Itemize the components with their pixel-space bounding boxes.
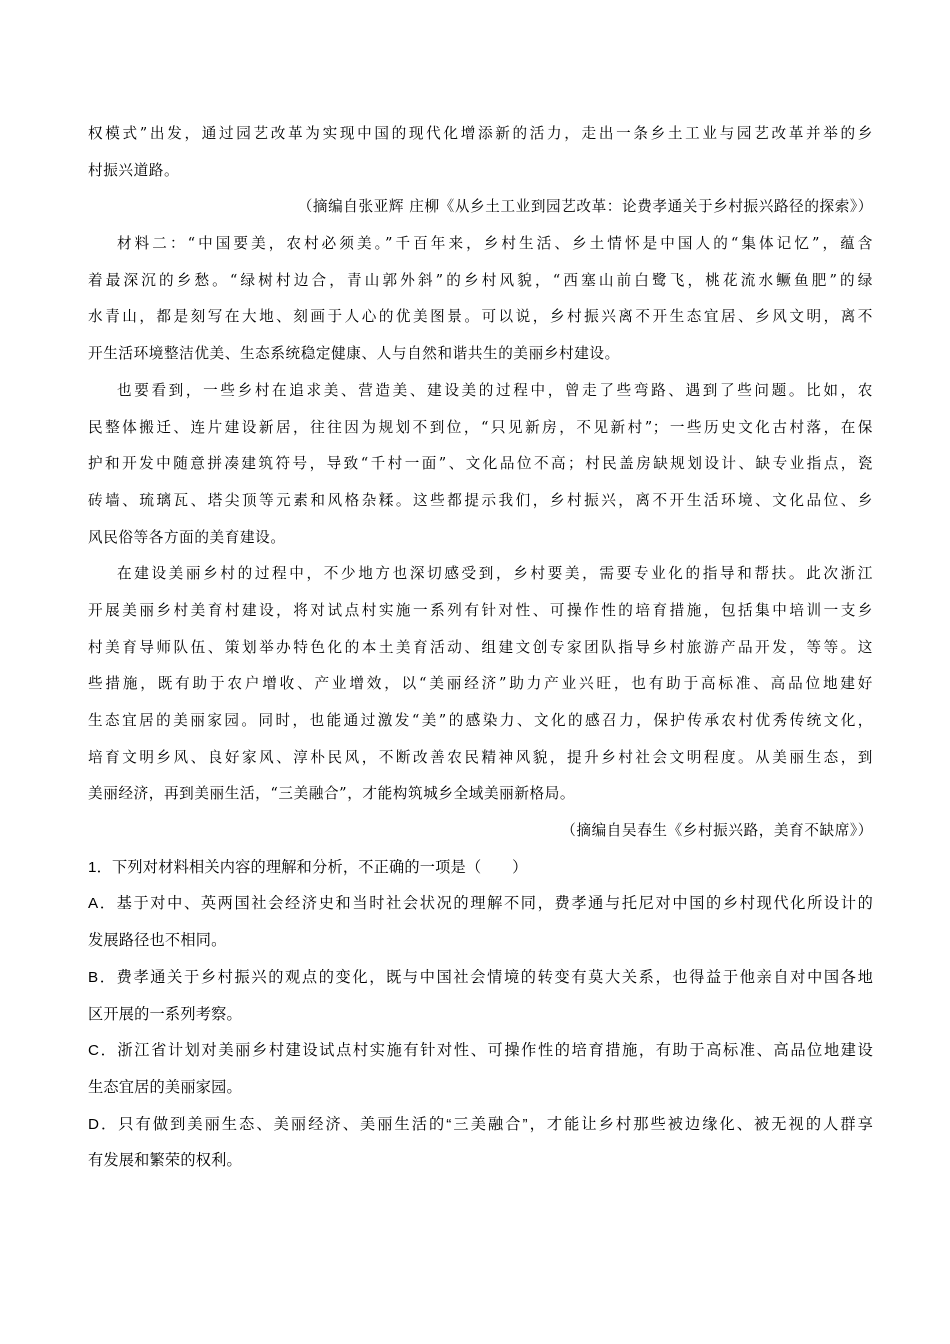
text-line: 村美育导师队伍、策划举办特色化的本土美育活动、组建文创专家团队指导乡村旅游产品开发，等等。这: [88, 638, 873, 656]
source-citation: （摘编自张亚辉 庄柳《从乡土工业到园艺改革：论费孝通关于乡村振兴路径的探索》）: [297, 198, 873, 216]
option-d-cont: 有发展和繁荣的权利。: [88, 1152, 242, 1170]
option-b-cont: 区开展的一系列考察。: [88, 1005, 242, 1023]
text-line: 美丽经济，再到美丽生活，“三美融合”，才能构筑城乡全域美丽新格局。: [88, 785, 576, 803]
text-line: 风民俗等各方面的美育建设。: [88, 528, 286, 546]
document-page: [88, 116, 873, 1180]
text-line: 着最深沉的乡愁。“绿树村边合，青山郭外斜”的乡村风貌，“西塞山前白鹭飞，桃花流水鳜鱼肥”的绿: [88, 271, 873, 289]
text-line: 生态宜居的美丽家园。同时，也能通过激发“美”的感染力、文化的感召力，保护传承农村优秀传统文化，: [88, 712, 873, 729]
option-d: D．只有做到美丽生态、美丽经济、美丽生活的“三美融合”，才能让乡村那些被边缘化、被无视的人群享: [88, 1115, 873, 1133]
text-line: 培育文明乡风、良好家风、淳朴民风，不断改善农民精神风貌，提升乡村社会文明程度。从美丽生态，到: [88, 748, 873, 766]
option-b: B．费孝通关于乡村振兴的观点的变化，既与中国社会情境的转变有莫大关系，也得益于他亲自对中国各地: [88, 968, 873, 986]
text-line: 砖墙、琉璃瓦、塔尖顶等元素和风格杂糅。这些都提示我们，乡村振兴，离不开生活环境、文化品位、乡: [88, 491, 873, 509]
text-line: 些措施，既有助于农户增收、产业增效，以“美丽经济”助力产业兴旺，也有助于高标准、高品位地建好: [88, 675, 873, 693]
option-c: C．浙江省计划对美丽乡村建设试点村实施有针对性、可操作性的培育措施，有助于高标准、高品位地建设: [88, 1042, 873, 1060]
text-line: 开展美丽乡村美育村建设，将对试点村实施一系列有针对性、可操作性的培育措施，包括集中培训一支乡: [88, 601, 873, 619]
text-line: 在建设美丽乡村的过程中，不少地方也深切感受到，乡村要美，需要专业化的指导和帮扶。此次浙江: [117, 565, 873, 583]
option-a: A．基于对中、英两国社会经济史和当时社会状况的理解不同，费孝通与托尼对中国的乡村现代化所设计的: [88, 895, 873, 913]
option-c-cont: 生态宜居的美丽家园。: [88, 1078, 242, 1096]
question-stem: 1．下列对材料相关内容的理解和分析，不正确的一项是（ ）: [88, 858, 528, 876]
text-line: 村振兴道路。: [88, 161, 180, 179]
text-line: 民整体搬迁、连片建设新居，往往因为规划不到位，“只见新房，不见新村”；一些历史文化古村落，在保: [88, 418, 873, 436]
text-line: 也要看到，一些乡村在追求美、营造美、建设美的过程中，曾走了些弯路、遇到了些问题。比如，农: [117, 381, 873, 399]
text-line: 护和开发中随意拼凑建筑符号，导致“千村一面”、文化品位不高；村民盖房缺规划设计、缺专业指点，瓷: [88, 455, 873, 473]
text-line: 开生活环境整洁优美、生态系统稳定健康、人与自然和谐共生的美丽乡村建设。: [88, 345, 620, 363]
text-line: 材料二：“中国要美，农村必须美。”千百年来，乡村生活、乡土情怀是中国人的“集体记忆”，蕴含: [117, 235, 873, 253]
option-a-cont: 发展路径也不相同。: [88, 932, 227, 950]
text-line: 权模式”出发，通过园艺改革为实现中国的现代化增添新的活力，走出一条乡土工业与园艺改革并举的乡: [88, 125, 873, 142]
text-line: 水青山，都是刻写在大地、刻画于人心的优美图景。可以说，乡村振兴离不开生态宜居、乡风文明，离不: [88, 308, 873, 326]
source-citation: （摘编自吴春生《乡村振兴路，美育不缺席》）: [561, 822, 873, 840]
